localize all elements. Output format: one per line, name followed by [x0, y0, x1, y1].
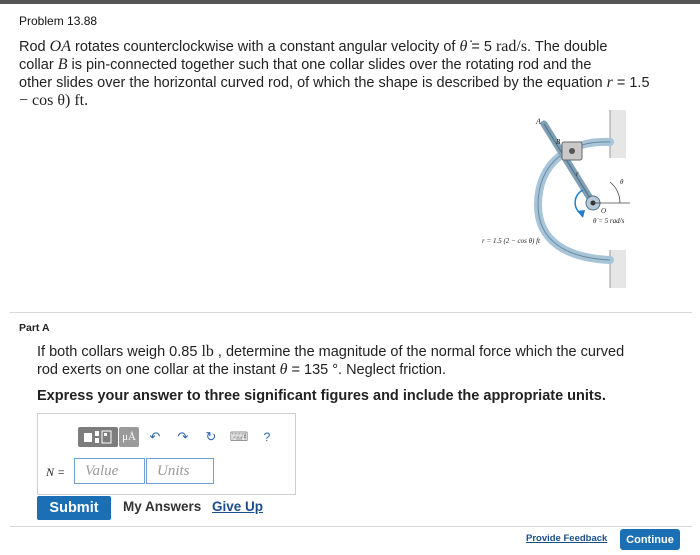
collar-B	[562, 142, 582, 160]
problem-title: Problem 13.88	[19, 14, 98, 28]
problem-line-4: − cos θ) ft.	[19, 92, 89, 109]
label-r: r	[576, 170, 579, 178]
label-O: O	[601, 207, 607, 215]
theta-dot-label: θ̇ = 5 rad/s	[593, 217, 625, 225]
problem-line-3: other slides over the horizontal curved rod, of which the shape is described by the equation r = 1.5	[19, 74, 650, 91]
equation-label: r = 1.5 (2 − cos θ) ft	[482, 237, 540, 245]
footer-divider	[10, 526, 692, 527]
templates-button[interactable]	[78, 427, 118, 447]
reset-button[interactable]	[199, 427, 223, 447]
help-button[interactable]	[255, 427, 279, 447]
part-a-heading: Part A	[19, 322, 50, 334]
problem-line-1: Rod OA rotates counterclockwise with a constant angular velocity of θ̇ = 5 rad/s. The double	[19, 38, 608, 55]
problem-statement	[19, 38, 700, 109]
keyboard-icon: ⌨	[229, 429, 249, 444]
undo-icon: ↶	[149, 429, 161, 444]
top-border	[0, 0, 700, 4]
units-input[interactable]	[146, 458, 214, 484]
wall-support-bottom	[610, 250, 626, 288]
redo-icon: ↷	[177, 429, 189, 444]
submit-button[interactable]: Submit	[37, 496, 111, 520]
redo-button[interactable]	[171, 427, 195, 447]
answer-variable-label: N =	[46, 465, 66, 479]
math-toolbar	[78, 426, 279, 448]
value-input[interactable]	[74, 458, 145, 484]
label-theta: θ	[620, 178, 624, 186]
help-icon: ?	[263, 430, 271, 444]
templates-icon	[83, 430, 113, 444]
continue-button[interactable]: Continue	[620, 529, 680, 550]
label-B: B	[556, 138, 561, 146]
question-line-1: If both collars weigh 0.85 lb , determine the magnitude of the normal force which the curved	[37, 343, 625, 360]
section-divider	[10, 312, 692, 313]
give-up-link[interactable]: Give Up	[212, 499, 264, 514]
part-a-question	[37, 343, 687, 379]
reset-icon: ↻	[205, 429, 217, 444]
answer-box	[37, 413, 296, 495]
problem-line-2: collar B is pin-connected together such that one collar slides over the rotating rod and the	[19, 56, 592, 73]
wall-support-top	[610, 110, 626, 158]
question-line-2: rod exerts on one collar at the instant θ = 135 °. Neglect friction.	[37, 361, 447, 378]
my-answers-link[interactable]: My Answers	[123, 499, 202, 514]
mechanism-figure	[450, 110, 660, 288]
answer-instruction: Express your answer to three significant figures and include the appropriate units.	[37, 388, 606, 404]
undo-button[interactable]	[143, 427, 167, 447]
provide-feedback-link[interactable]: Provide Feedback	[526, 533, 608, 544]
label-A: A	[536, 117, 541, 126]
keyboard-button[interactable]	[227, 427, 251, 447]
units-button[interactable]: μÅ	[119, 427, 139, 447]
angle-arc	[610, 182, 620, 203]
